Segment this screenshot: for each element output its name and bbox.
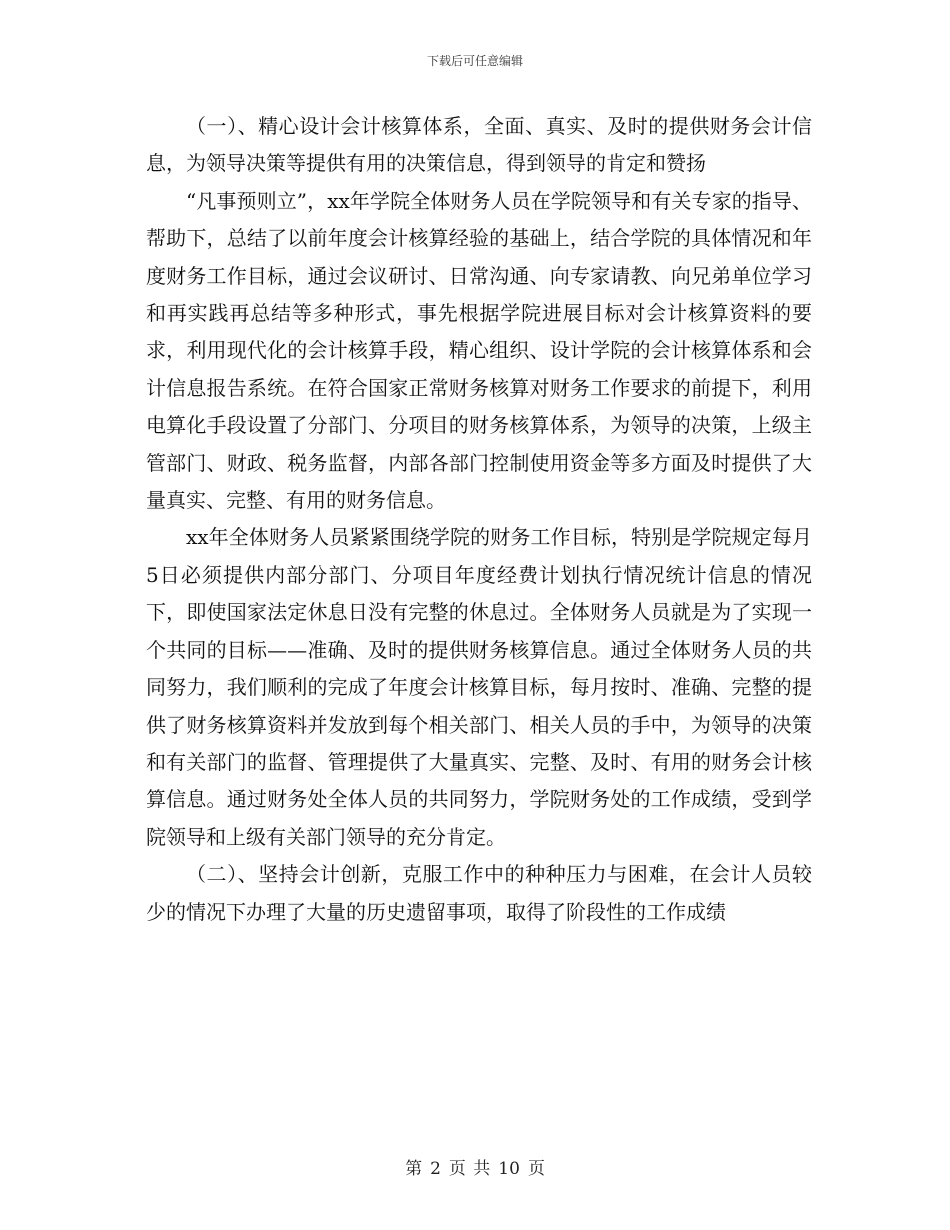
paragraph-planning: “凡事预则立”，xx年学院全体财务人员在学院领导和有关专家的指导、帮助下，总结了以前年度会计核算经验的基础上，结合学院的具体情况和年度财务工作目标，通过会议研讨、日常沟通、向专家请教、向兄弟单位学习和再实践再总结等多种形式，事先根据学院进展目标对会计核算资料的要求，利用现代化的会计核算手段，精心组织、设计学院的会计核算体系和会计信息报告系统。在符合国家正常财务核算对财务工作要求的前提下，利用电算化手段设置了分部门、分项目的财务核算体系，为领导的决策，上级主管部门、财政、税务监督，内部各部门控制使用资金等多方面及时提供了大量真实、完整、有用的财务信息。 <box>146 188 812 513</box>
footer-mid: 页 共 <box>448 1159 491 1179</box>
page-number: 2 <box>430 1159 441 1179</box>
page-footer <box>0 1154 950 1179</box>
footer-suffix: 页 <box>527 1159 545 1179</box>
document-body <box>146 108 812 931</box>
page-header: 下载后可任意编辑 <box>426 54 523 68</box>
paragraph-section-two-heading: （二）、坚持会计创新，克服工作中的种种压力与困难，在会计人员较少的情况下办理了大量的历史遗留事项，取得了阶段性的工作成绩 <box>146 862 812 924</box>
paragraph-section-one-heading: （一）、精心设计会计核算体系，全面、真实、及时的提供财务会计信息，为领导决策等提供有用的决策信息，得到领导的肯定和赞扬 <box>146 114 812 176</box>
page-total: 10 <box>498 1159 520 1179</box>
footer-prefix: 第 <box>405 1159 423 1179</box>
paragraph-staff-effort: xx年全体财务人员紧紧围绕学院的财务工作目标，特别是学院规定每月5日必须提供内部分部门、分项目年度经费计划执行情况统计信息的情况下，即使国家法定休息日没有完整的休息过。全体财务人员就是为了实现一个共同的目标——准确、及时的提供财务核算信息。通过全体财务人员的共同努力，我们顺利的完成了年度会计核算目标，每月按时、准确、完整的提供了财务核算资料并发放到每个相关部门、相关人员的手中，为领导的决策和有关部门的监督、管理提供了大量真实、完整、及时、有用的财务会计核算信息。通过财务处全体人员的共同努力，学院财务处的工作成绩，受到学院领导和上级有关部门领导的充分肯定。 <box>146 525 812 849</box>
